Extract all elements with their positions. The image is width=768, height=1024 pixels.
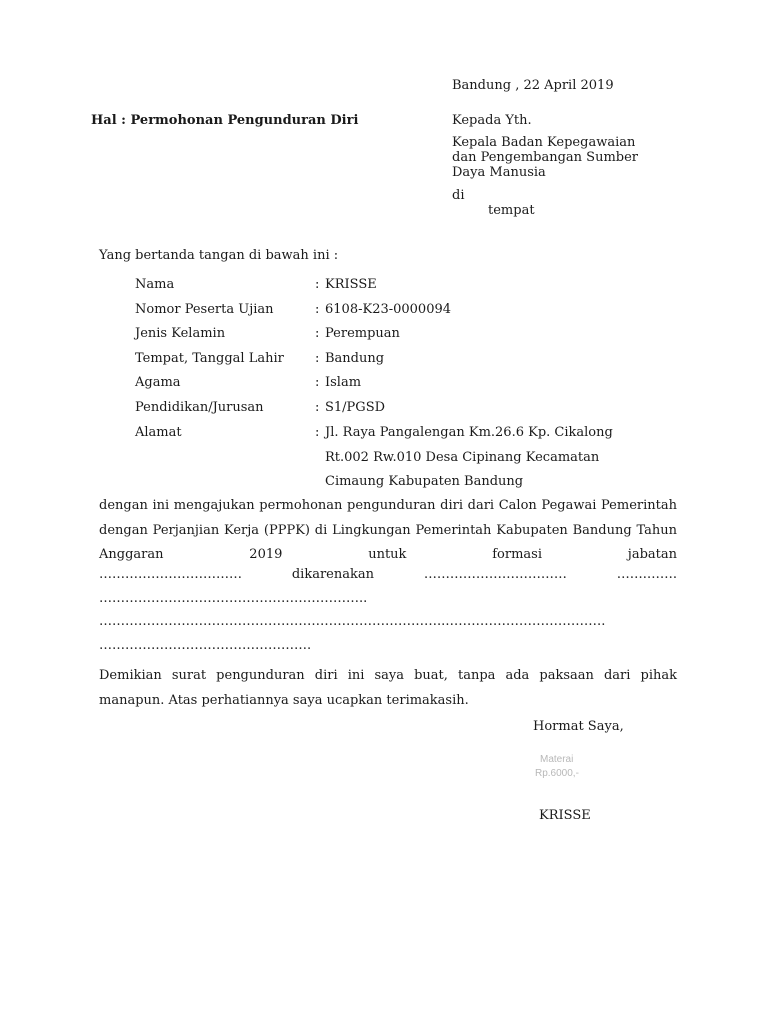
field-label: Jenis Kelamin [135, 326, 226, 341]
field-colon: : [315, 277, 320, 292]
field-colon: : [315, 375, 320, 390]
address-continuation-1: Rt.002 Rw.010 Desa Cipinang Kecamatan [325, 450, 600, 465]
dikarenakan-label: dikarenakan [291, 567, 374, 582]
closing-paragraph: Demikian surat pengunduran diri ini saya buat, tanpa ada paksaan dari pihak manapun. Atas perhatiannya saya ucapkan terimakasih. [99, 668, 677, 708]
dots-segment: …………………………… [99, 567, 242, 582]
field-colon: : [315, 400, 320, 415]
field-value: Islam [325, 375, 362, 390]
field-value: S1/PGSD [325, 400, 386, 415]
recipient-tempat: tempat [488, 203, 535, 218]
field-row-tempat-lahir [135, 351, 384, 366]
dotted-line-jabatan [99, 567, 677, 582]
letter-date: Bandung , 22 April 2019 [452, 78, 614, 93]
recipient-line-2: dan Pengembangan Sumber [452, 150, 639, 165]
field-value: 6108-K23-0000094 [325, 302, 452, 317]
field-label: Nama [135, 277, 175, 292]
field-value: KRISSE [325, 277, 377, 292]
field-colon: : [315, 351, 320, 366]
field-label: Nomor Peserta Ujian [135, 302, 274, 317]
dotted-line-4: …………………………………………. [99, 638, 312, 653]
letter-subject: Hal : Permohonan Pengunduran Diri [91, 113, 359, 128]
field-label: Tempat, Tanggal Lahir [135, 351, 284, 366]
field-row-agama [135, 375, 361, 390]
field-row-nomor-peserta [135, 302, 451, 317]
dotted-line-2: …………………………………………………….. [99, 591, 368, 606]
body-paragraph: dengan ini mengajukan permohonan pengunduran diri dari Calon Pegawai Pemerintah dengan Perjanjian Kerja (PPPK) di Lingkungan Pemerintah Kabupaten Bandung Tahun Anggaran 2019 untuk formasi jabatan [99, 498, 677, 562]
materai-amount: Rp.6000,- [535, 768, 579, 779]
field-label: Alamat [135, 425, 182, 440]
dots-segment: …….……. [616, 567, 677, 582]
field-row-jenis-kelamin [135, 326, 400, 341]
recipient-line-3: Daya Manusia [452, 165, 546, 180]
recipient-line-1: Kepala Badan Kepegawaian [452, 135, 636, 150]
materai-label: Materai [540, 754, 574, 765]
field-row-pendidikan [135, 400, 385, 415]
field-label: Pendidikan/Jurusan [135, 400, 264, 415]
recipient-di: di [452, 188, 465, 203]
field-colon: : [315, 302, 320, 317]
dots-segment: …………………………… [423, 567, 567, 582]
field-row-nama [135, 277, 377, 292]
dotted-line-3: ……………………………………………………………………..………………………………. [99, 614, 606, 629]
signature-closing: Hormat Saya, [533, 719, 624, 734]
field-row-alamat [135, 425, 613, 440]
address-continuation-2: Cimaung Kabupaten Bandung [325, 474, 524, 489]
field-colon: : [315, 425, 320, 440]
field-value: Perempuan [325, 326, 400, 341]
signature-name: KRISSE [539, 808, 591, 823]
intro-text: Yang bertanda tangan di bawah ini : [99, 248, 339, 263]
field-value: Jl. Raya Pangalengan Km.26.6 Kp. Cikalong [325, 425, 613, 440]
field-label: Agama [135, 375, 181, 390]
recipient-salutation: Kepada Yth. [452, 113, 532, 128]
field-value: Bandung [325, 351, 385, 366]
field-colon: : [315, 326, 320, 341]
